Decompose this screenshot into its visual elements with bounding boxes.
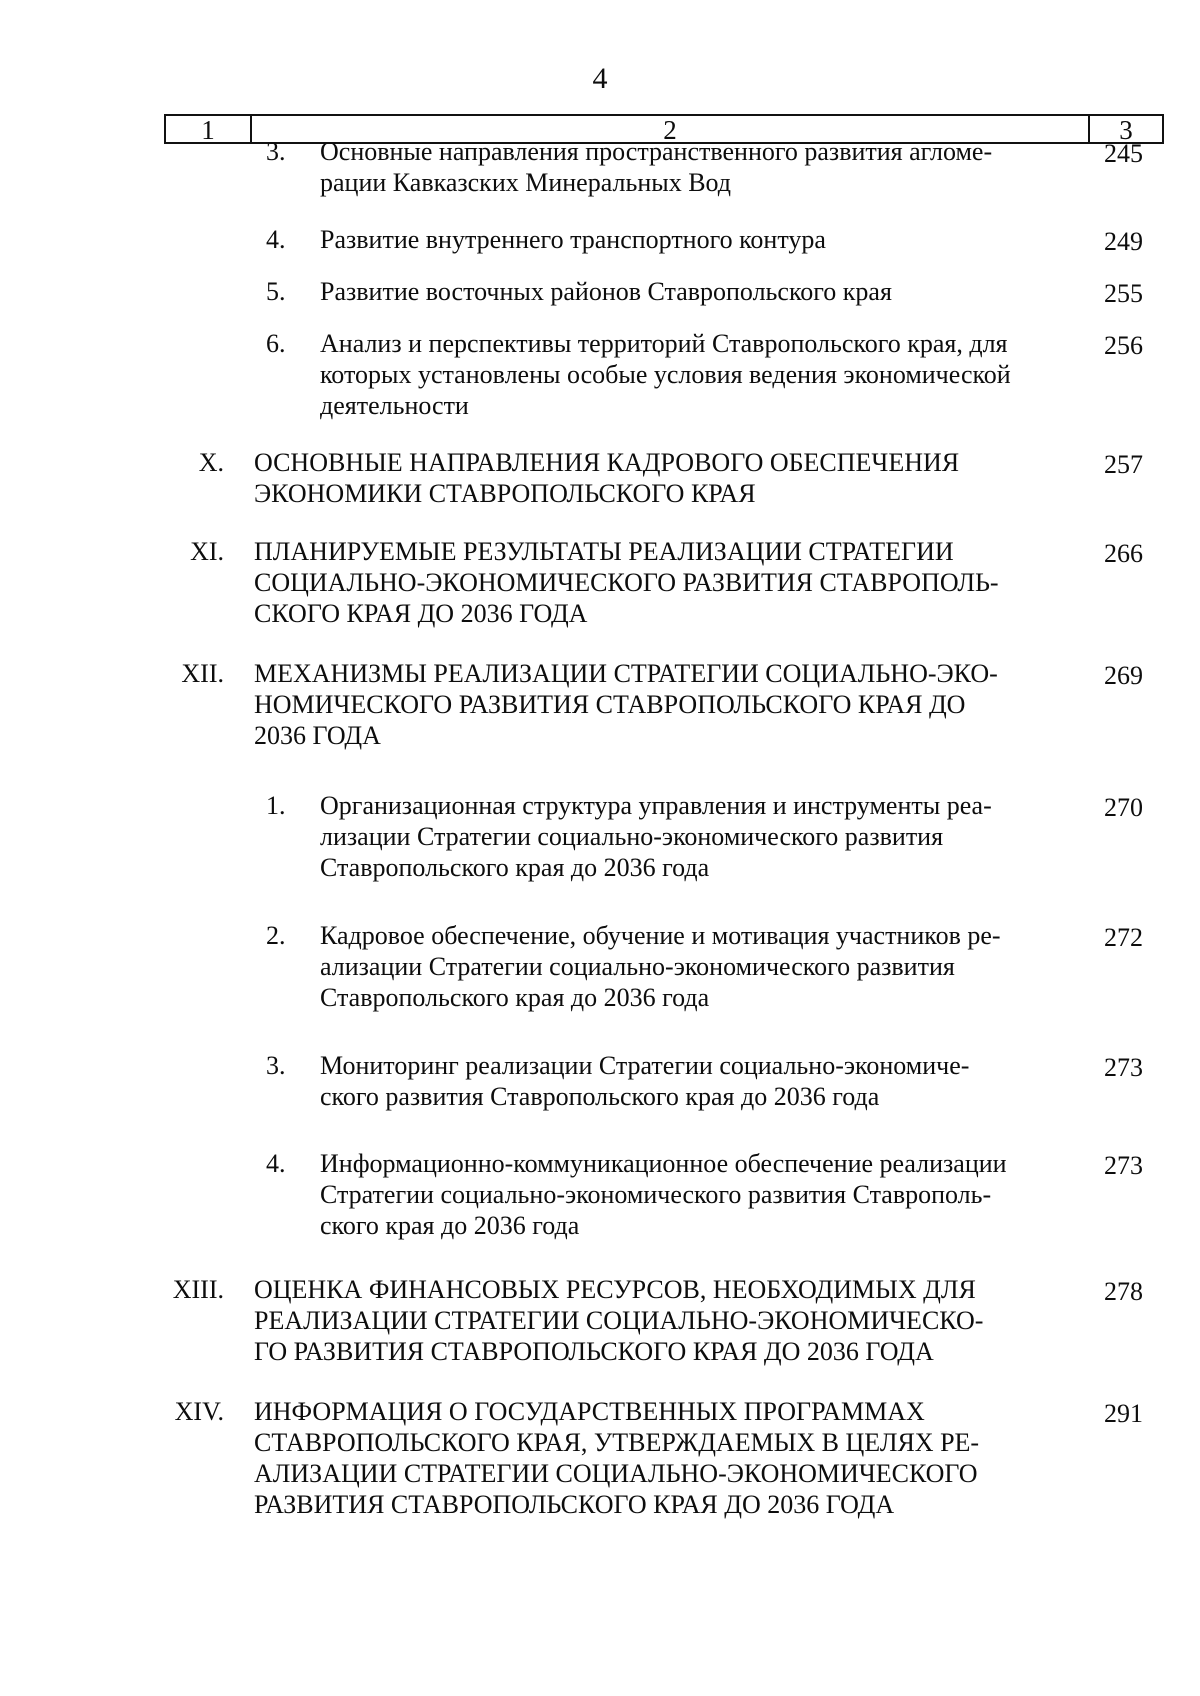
- entry-title-line: СОЦИАЛЬНО-ЭКОНОМИЧЕСКОГО РАЗВИТИЯ СТАВРОПОЛЬ-: [254, 568, 999, 597]
- entry-number: X.: [198, 448, 224, 477]
- entry-title-line: ГО РАЗВИТИЯ СТАВРОПОЛЬСКОГО КРАЯ ДО 2036 ГОДА: [254, 1337, 934, 1366]
- header-col-1: 1: [166, 116, 252, 142]
- entry-page: 255: [1104, 279, 1143, 308]
- entry-title: [320, 1148, 1090, 1241]
- entry-number: 6.: [266, 329, 286, 358]
- entry-number: 5.: [266, 277, 286, 306]
- entry-page: 249: [1104, 227, 1143, 256]
- entry-title-line: рации Кавказских Минеральных Вод: [320, 168, 732, 197]
- entry-number: XI.: [190, 537, 224, 566]
- entry-title-line: ИНФОРМАЦИЯ О ГОСУДАРСТВЕННЫХ ПРОГРАММАХ: [254, 1397, 925, 1426]
- entry-title-line: РЕАЛИЗАЦИИ СТРАТЕГИИ СОЦИАЛЬНО-ЭКОНОМИЧЕСКО-: [254, 1306, 984, 1335]
- entry-title-line: которых установлены особые условия ведения экономической: [320, 360, 1011, 389]
- entry-title-line: лизации Стратегии социально-экономического развития: [320, 822, 944, 851]
- entry-title: [320, 920, 1090, 1013]
- entry-title-line: Ставропольского края до 2036 года: [320, 853, 710, 882]
- entry-page: 257: [1104, 450, 1143, 479]
- entry-page: 278: [1104, 1277, 1143, 1306]
- entry-page: 269: [1104, 661, 1143, 690]
- entry-title: [254, 447, 1084, 509]
- entry-title-line: Ставропольского края до 2036 года: [320, 983, 710, 1012]
- entry-page: 245: [1104, 139, 1143, 168]
- entry-number: XII.: [181, 659, 224, 688]
- entry-title: [320, 136, 1090, 198]
- entry-number: 4.: [266, 1149, 286, 1178]
- entry-title-line: ПЛАНИРУЕМЫЕ РЕЗУЛЬТАТЫ РЕАЛИЗАЦИИ СТРАТЕГИИ: [254, 537, 954, 566]
- entry-title: [254, 1396, 1084, 1520]
- entry-page: 270: [1104, 793, 1143, 822]
- entry-page: 256: [1104, 331, 1143, 360]
- entry-title-line: Кадровое обеспечение, обучение и мотивация участников ре-: [320, 921, 1001, 950]
- entry-page: 291: [1104, 1399, 1143, 1428]
- entry-number: 3.: [266, 1051, 286, 1080]
- entry-title: [254, 658, 1084, 751]
- entry-title: [320, 276, 1090, 307]
- entry-title-line: деятельности: [320, 391, 469, 420]
- entry-title-line: Информационно-коммуникационное обеспечение реализации: [320, 1149, 1007, 1178]
- entry-title-line: ского края до 2036 года: [320, 1211, 580, 1240]
- entry-title-line: Развитие внутреннего транспортного контура: [320, 225, 826, 254]
- entry-title-line: СТАВРОПОЛЬСКОГО КРАЯ, УТВЕРЖДАЕМЫХ В ЦЕЛЯХ РЕ-: [254, 1428, 980, 1457]
- entry-title: [320, 790, 1090, 883]
- entry-title-line: ОСНОВНЫЕ НАПРАВЛЕНИЯ КАДРОВОГО ОБЕСПЕЧЕНИЯ: [254, 448, 960, 477]
- entry-title-line: Развитие восточных районов Ставропольского края: [320, 277, 892, 306]
- entry-page: 272: [1104, 923, 1143, 952]
- entry-number: 1.: [266, 791, 286, 820]
- entry-title-line: Анализ и перспективы территорий Ставропольского края, для: [320, 329, 1008, 358]
- entry-title-line: ЭКОНОМИКИ СТАВРОПОЛЬСКОГО КРАЯ: [254, 479, 756, 508]
- header-col-2: 2: [663, 115, 677, 145]
- entry-number: XIII.: [172, 1275, 224, 1304]
- entry-title-line: Стратегии социально-экономического развития Ставрополь-: [320, 1180, 992, 1209]
- entry-title-line: РАЗВИТИЯ СТАВРОПОЛЬСКОГО КРАЯ ДО 2036 ГОДА: [254, 1490, 895, 1519]
- entry-page: 266: [1104, 539, 1143, 568]
- entry-number: 3.: [266, 137, 286, 166]
- entry-page: 273: [1104, 1151, 1143, 1180]
- entry-number: XIV.: [174, 1397, 224, 1426]
- entry-title-line: АЛИЗАЦИИ СТРАТЕГИИ СОЦИАЛЬНО-ЭКОНОМИЧЕСКОГО: [254, 1459, 978, 1488]
- entry-title-line: СКОГО КРАЯ ДО 2036 ГОДА: [254, 599, 588, 628]
- entry-title: [320, 1050, 1090, 1112]
- entry-title-line: ОЦЕНКА ФИНАНСОВЫХ РЕСУРСОВ, НЕОБХОДИМЫХ ДЛЯ: [254, 1275, 976, 1304]
- entry-title-line: Организационная структура управления и инструменты реа-: [320, 791, 992, 820]
- entry-title-line: 2036 ГОДА: [254, 721, 381, 750]
- entry-title-line: Мониторинг реализации Стратегии социально-экономиче-: [320, 1051, 970, 1080]
- entry-title-line: Основные направления пространственного развития агломе-: [320, 137, 993, 166]
- entry-title-line: ализации Стратегии социально-экономического развития: [320, 952, 955, 981]
- page-number: 4: [592, 62, 608, 95]
- entry-title: [254, 536, 1084, 629]
- header-col-3: 3: [1088, 116, 1162, 142]
- entry-title-line: ского развития Ставропольского края до 2036 года: [320, 1082, 880, 1111]
- entry-title-line: НОМИЧЕСКОГО РАЗВИТИЯ СТАВРОПОЛЬСКОГО КРАЯ ДО: [254, 690, 966, 719]
- entry-page: 273: [1104, 1053, 1143, 1082]
- entry-title: [320, 328, 1090, 421]
- entry-number: 2.: [266, 921, 286, 950]
- entry-title-line: МЕХАНИЗМЫ РЕАЛИЗАЦИИ СТРАТЕГИИ СОЦИАЛЬНО-ЭКО-: [254, 659, 998, 688]
- entry-title: [254, 1274, 1084, 1367]
- entry-title: [320, 224, 1090, 255]
- entry-number: 4.: [266, 225, 286, 254]
